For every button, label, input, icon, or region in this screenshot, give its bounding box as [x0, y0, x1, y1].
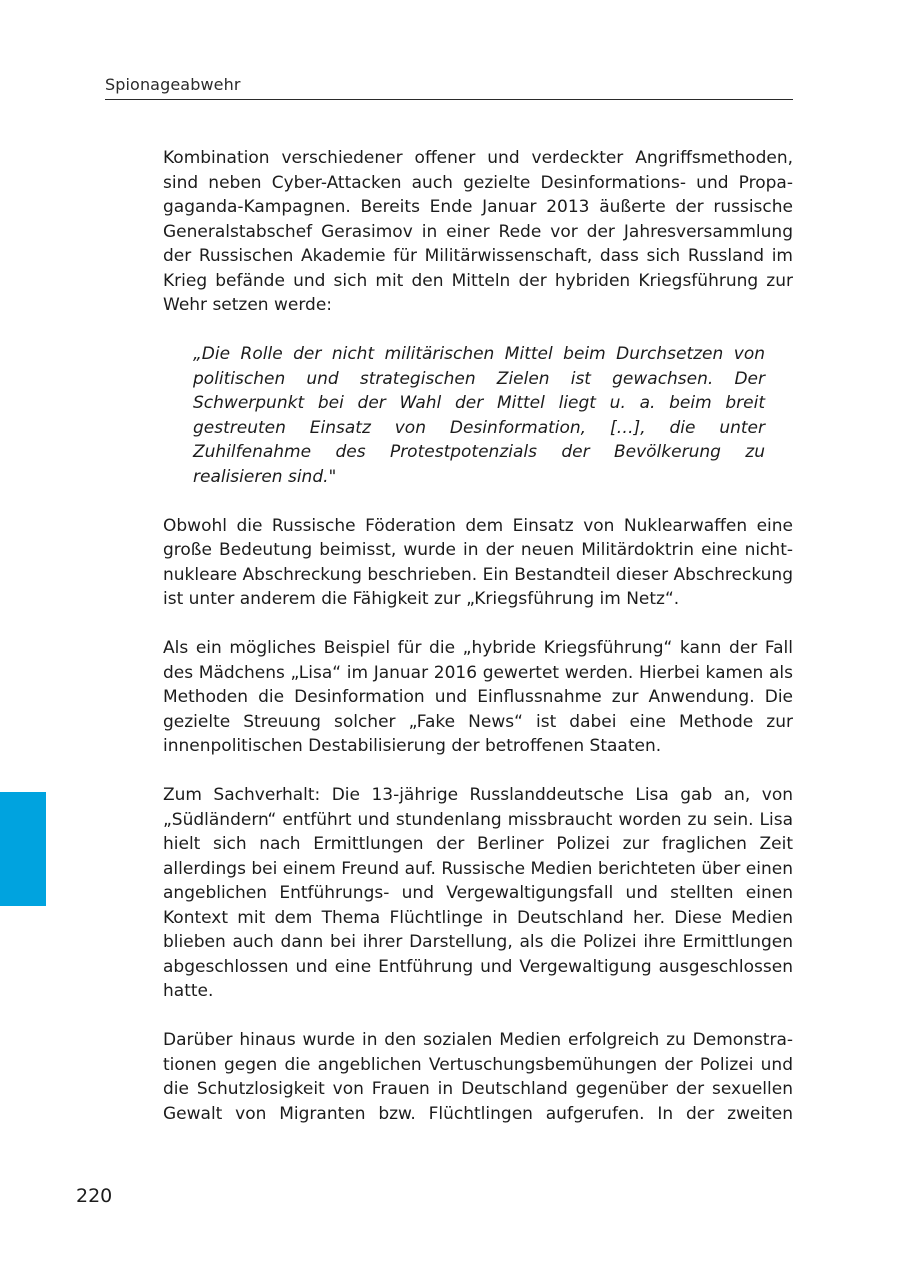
paragraph-social-media: Darüber hinaus wurde in den sozialen Medien erfolgreich zu Demonstrationen gegen die angeblichen Vertuschungsbemühungen der Polizei und die Schutzlosigkeit von Frauen in Deutschland gegenüber der sexuellen Gewalt von Migranten bzw. Flüchtlingen aufgerufen. In der zweiten	[163, 1030, 793, 1124]
running-header	[105, 74, 793, 100]
block-quote: „Die Rolle der nicht militärischen Mittel beim Durchsetzen von politischen und strategischen Zielen ist gewachsen. Der Schwerpunkt bei der Wahl der Mittel liegt u. a. beim breit gestreuten Einsatz von Desinformation, […], die unter Zuhilfenahme des Protestpotenzials der Bevölkerung zu realisieren sind."	[193, 344, 765, 487]
chapter-thumb-tab	[0, 792, 46, 906]
paragraph-lisa-example: Als ein mögliches Beispiel für die „hybride Kriegsführung“ kann der Fall des Mädchens „Lisa“ im Januar 2016 gewertet werden. Hierbei kamen als Methoden die Desinformation und Einflussnahme zur Anwendung. Die gezielte Streuung solcher „Fake News“ ist dabei eine Methode zur innenpolitischen Destabilisierung der betroffenen Staaten.	[163, 638, 793, 756]
paragraph-nuclear-doctrine: Obwohl die Russische Föderation dem Einsatz von Nuklearwaffen eine große Bedeutung beimisst, wurde in der neuen Militärdoktrin eine nicht-nukleare Abschreckung beschrieben. Ein Bestandteil dieser Abschreckung ist unter anderem die Fähigkeit zur „Kriegsführung im Netz“.	[163, 515, 793, 609]
paragraph-facts: Zum Sachverhalt: Die 13-jährige Russlanddeutsche Lisa gab an, von „Südländern“ entführt und stundenlang missbraucht worden zu sein. Lisa hielt sich nach Ermittlungen der Berliner Polizei zur fraglichen Zeit allerdings bei einem Freund auf. Russische Medien berichteten über einen angeblichen Entführungs- und Vergewaltigungsfall und stellten einen Kontext mit dem Thema Flüchtlinge in Deutschland her. Diese Medien blieben auch dann bei ihrer Darstellung, als die Polizei ihre Ermittlungen abgeschlossen und eine Entführung und Vergewaltigung ausgeschlossen hatte.	[163, 785, 793, 1001]
page-number: 220	[76, 1185, 113, 1207]
paragraph-intro: Kombination verschiedener offener und verdeckter Angriffsmethoden, sind neben Cyber-Attacken auch gezielte Desinformations- und Propagaganda-Kampagnen. Bereits Ende Januar 2013 äußerte der russische Generalstabschef Gerasimov in einer Rede vor der Jahresversammlung der Russischen Akademie für Militärwissenschaft, dass sich Russland im Krieg befände und sich mit den Mitteln der hybriden Kriegsführung zur Wehr setzen werde:	[163, 148, 793, 315]
body-text	[163, 146, 793, 1151]
running-title: Spionageabwehr	[105, 75, 241, 94]
